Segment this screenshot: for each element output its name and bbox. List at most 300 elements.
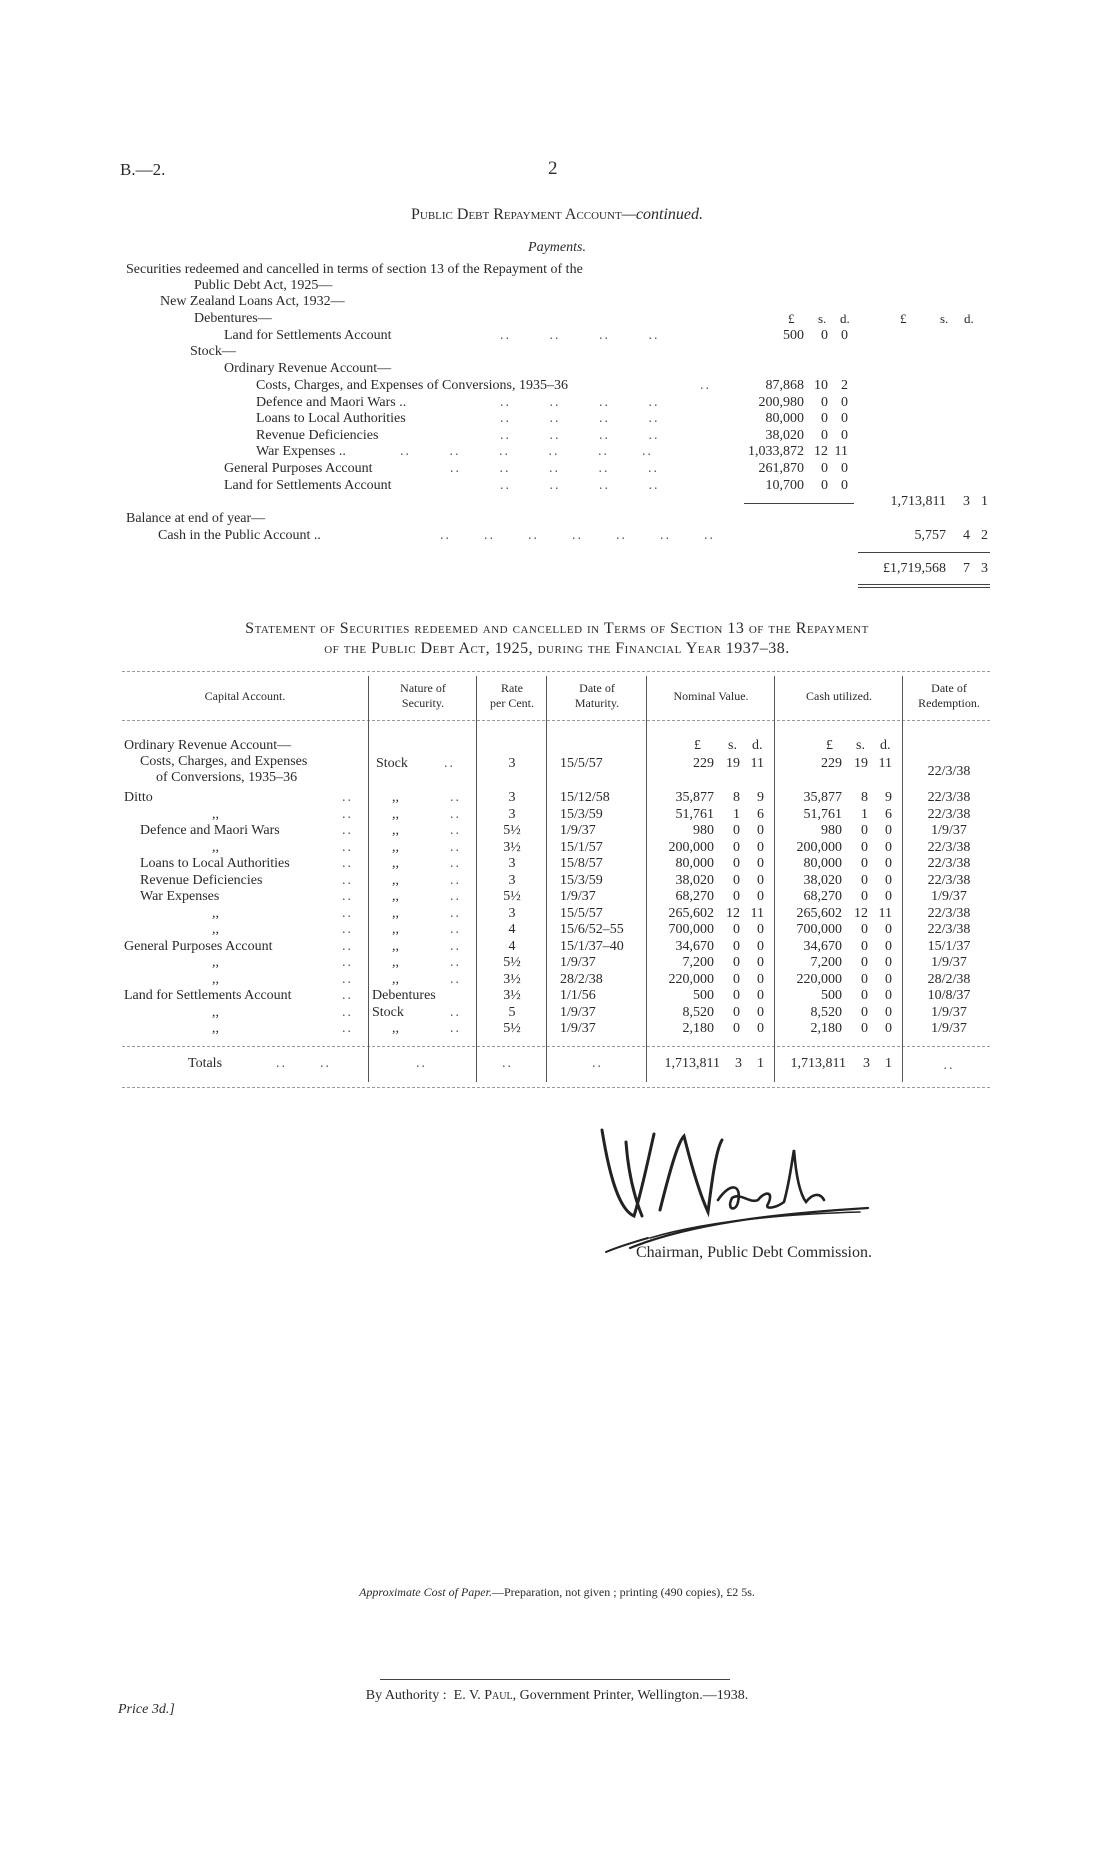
row-cash-d: 0 xyxy=(885,988,892,1003)
row-cash-s: 0 xyxy=(861,1004,868,1020)
ordinary-heading: Ordinary Revenue Account— xyxy=(224,361,392,376)
leader-dots: .. xyxy=(342,1004,353,1020)
table-row xyxy=(0,840,1114,857)
row-nom-pounds: 265,602 xyxy=(668,905,714,921)
statement-title-line-2: of the Public Debt Act, 1925, during the Financial Year 1937–38. xyxy=(324,640,790,657)
row-cash-pounds: 35,877 xyxy=(803,790,842,805)
leader-dots: .. .. .. .. xyxy=(500,395,660,410)
page-number: 2 xyxy=(548,158,558,179)
acct-item-pounds: 80,000 xyxy=(765,411,804,426)
table-row xyxy=(0,823,1114,840)
authority-prefix: By Authority : xyxy=(365,1688,447,1703)
row-label: ,, xyxy=(212,955,219,970)
row-nom-pounds: 220,000 xyxy=(668,971,714,987)
acct-item2-pounds: 261,870 xyxy=(758,461,804,476)
row-cash-d: 6 xyxy=(885,806,892,822)
leader-dots: .. xyxy=(342,856,353,871)
row-redemption: 22/3/38 xyxy=(927,905,971,921)
row-nom-pounds: 200,000 xyxy=(668,839,714,855)
row-redemption: 1/9/37 xyxy=(931,823,967,838)
first-maturity: 15/5/57 xyxy=(560,756,603,771)
row-nom-s: 0 xyxy=(733,872,740,888)
col-s-2: s. xyxy=(940,311,949,326)
total-rule-bottom-1 xyxy=(858,584,990,585)
totals-nom-s: 3 xyxy=(735,1056,742,1071)
row-nom-d: 0 xyxy=(757,938,764,954)
table-row xyxy=(0,906,1114,923)
row-nom-pounds: 700,000 xyxy=(668,922,714,937)
leader-dots: .. xyxy=(450,872,461,888)
acct-item-d: 0 xyxy=(841,395,848,410)
row-nom-s: 0 xyxy=(733,856,740,871)
leader-dots: .. xyxy=(342,823,353,838)
row-rate: 3½ xyxy=(503,971,521,987)
table-row xyxy=(0,1005,1114,1022)
acct-item2-d: 0 xyxy=(841,461,848,476)
row-nom-pounds: 51,761 xyxy=(675,806,714,822)
row-redemption: 22/3/38 xyxy=(927,806,971,822)
signature-title: Chairman, Public Debt Commission. xyxy=(636,1244,872,1261)
table-row xyxy=(0,807,1114,824)
acct-item-d: 11 xyxy=(834,444,848,459)
row-nom-d: 0 xyxy=(757,971,764,987)
leader-dots: .. xyxy=(450,823,461,838)
first-nom-d: 11 xyxy=(750,756,764,771)
row-nom-pounds: 38,020 xyxy=(675,872,714,888)
row-cash-s: 0 xyxy=(861,1021,868,1036)
cash-pounds: 5,757 xyxy=(914,528,946,543)
acct-item-label: War Expenses .. xyxy=(256,444,346,459)
row-nature: ,, xyxy=(392,971,399,987)
row-label: Land for Settlements Account xyxy=(124,988,292,1003)
leader-dots: .. xyxy=(342,905,353,921)
row-maturity: 15/1/37–40 xyxy=(560,938,624,954)
row-label: ,, xyxy=(212,971,219,987)
acct-total-pounds: £1,719,568 xyxy=(883,561,946,576)
leader-dots: .. xyxy=(342,922,353,937)
row-cash-pounds: 34,670 xyxy=(803,938,842,954)
acct-total-s: 7 xyxy=(963,561,970,576)
first-cash-s: 19 xyxy=(854,756,868,771)
row-maturity: 15/3/59 xyxy=(560,806,603,822)
leader-dots: .. xyxy=(444,756,455,771)
row-nom-pounds: 68,270 xyxy=(675,889,714,904)
signature xyxy=(590,1120,890,1260)
acct-item-d: 2 xyxy=(841,378,848,393)
acct-lfs-d: 0 xyxy=(841,328,848,343)
row-nom-s: 8 xyxy=(733,790,740,805)
row-nom-d: 0 xyxy=(757,922,764,937)
header-nature-2: Security. xyxy=(401,696,445,710)
acct-item-pounds: 200,980 xyxy=(758,395,804,410)
row-rate: 3 xyxy=(508,905,516,921)
first-label-line-2: of Conversions, 1935–36 xyxy=(156,770,298,785)
row-cash-d: 0 xyxy=(885,922,892,937)
row-cash-pounds: 200,000 xyxy=(796,839,842,855)
first-cash-pounds: 229 xyxy=(821,756,842,771)
row-nom-d: 0 xyxy=(757,823,764,838)
leader-dots: .. .. xyxy=(276,1056,331,1071)
leader-dots: .. .. .. .. xyxy=(500,411,660,426)
leader-dots: .. xyxy=(450,922,461,937)
account-title xyxy=(0,206,1114,224)
acct-lfs-pounds: 500 xyxy=(783,328,804,343)
row-nature: ,, xyxy=(392,905,399,921)
row-rate: 5½ xyxy=(503,823,521,838)
balance-heading: Balance at end of year— xyxy=(126,511,266,526)
row-label: ,, xyxy=(212,806,219,822)
leader-dots: .. .. .. .. .. .. xyxy=(400,444,653,459)
leader-dots: .. xyxy=(450,955,461,970)
row-nom-s: 0 xyxy=(733,823,740,838)
row-nature: ,, xyxy=(392,823,399,838)
acct-item-pounds: 1,033,872 xyxy=(748,444,804,459)
acct-item-label: Costs, Charges, and Expenses of Conversions, 1935–36 xyxy=(256,378,568,393)
document-reference: B.—2. xyxy=(120,160,166,179)
acct-item-pounds: 38,020 xyxy=(765,428,804,443)
acct-item-s: 10 xyxy=(814,378,828,393)
total-rule-top xyxy=(858,552,990,553)
acct-item-label: Loans to Local Authorities xyxy=(256,411,406,426)
row-label: ,, xyxy=(212,1004,219,1020)
header-redemption-2: Redemption. xyxy=(918,696,980,710)
leader-dots: .. .. .. .. xyxy=(500,428,660,443)
price-note: Price 3d.] xyxy=(118,1702,175,1717)
table-row xyxy=(0,873,1114,890)
table-row xyxy=(0,790,1114,807)
row-maturity: 1/9/37 xyxy=(560,955,596,970)
col-pound-1: £ xyxy=(788,311,795,326)
cost-note xyxy=(0,1585,1114,1600)
acct-item-s: 12 xyxy=(814,444,828,459)
authority-suffix: , Government Printer, Wellington.—1938. xyxy=(512,1688,749,1703)
printer-name: E. V. Paul xyxy=(453,1688,513,1703)
row-nom-pounds: 80,000 xyxy=(675,856,714,871)
total-rule-bottom-2 xyxy=(858,587,990,588)
leader-dots: .. xyxy=(416,1056,427,1071)
row-cash-s: 12 xyxy=(854,905,868,921)
row-cash-d: 0 xyxy=(885,856,892,871)
leader-dots: .. xyxy=(450,806,461,822)
row-cash-d: 0 xyxy=(885,1021,892,1036)
row-rate: 4 xyxy=(508,922,516,937)
row-cash-pounds: 220,000 xyxy=(796,971,842,987)
row-label: Revenue Deficiencies xyxy=(140,872,263,888)
row-redemption: 1/9/37 xyxy=(931,955,967,970)
acct-item2-pounds: 10,700 xyxy=(765,478,804,493)
row-cash-d: 0 xyxy=(885,823,892,838)
row-nom-s: 0 xyxy=(733,938,740,954)
row-label: War Expenses xyxy=(140,889,220,904)
leader-dots: .. xyxy=(450,1021,461,1036)
acct-total-d: 3 xyxy=(981,561,988,576)
row-redemption: 1/9/37 xyxy=(931,1021,967,1036)
table-rule-totals xyxy=(122,1046,990,1047)
row-redemption: 22/3/38 xyxy=(927,856,971,871)
header-cash: Cash utilized. xyxy=(806,689,872,703)
row-redemption: 22/3/38 xyxy=(927,790,971,805)
table-row xyxy=(0,922,1114,939)
cash-d: 2 xyxy=(981,528,988,543)
table-row xyxy=(0,1021,1114,1038)
row-rate: 3 xyxy=(508,856,516,871)
row-cash-d: 0 xyxy=(885,1004,892,1020)
row-label: ,, xyxy=(212,839,219,855)
row-nom-s: 12 xyxy=(726,905,740,921)
row-maturity: 1/9/37 xyxy=(560,823,596,838)
row-nom-d: 0 xyxy=(757,988,764,1003)
acct-item2-label: Land for Settlements Account xyxy=(224,478,392,493)
leader-dots: .. xyxy=(502,1056,513,1071)
row-cash-s: 0 xyxy=(861,856,868,871)
row-cash-pounds: 2,180 xyxy=(810,1021,842,1036)
first-nom-pounds: 229 xyxy=(693,756,714,771)
row-label: Defence and Maori Wars xyxy=(140,823,280,838)
row-cash-s: 0 xyxy=(861,988,868,1003)
row-nom-pounds: 7,200 xyxy=(682,955,714,970)
cash-unit-s: s. xyxy=(856,738,865,753)
row-cash-pounds: 68,270 xyxy=(803,889,842,904)
row-redemption: 28/2/38 xyxy=(927,971,971,987)
header-rate-2: per Cent. xyxy=(490,696,534,710)
leader-dots: .. xyxy=(342,872,353,888)
row-nom-d: 0 xyxy=(757,955,764,970)
acct-lfs-label: Land for Settlements Account xyxy=(224,328,392,343)
acct-item2-label: General Purposes Account xyxy=(224,461,373,476)
totals-redemption: .. xyxy=(943,1058,955,1073)
row-nom-s: 0 xyxy=(733,971,740,987)
nom-unit-d: d. xyxy=(752,738,763,753)
first-label-line-1: Costs, Charges, and Expenses xyxy=(140,754,308,769)
row-cash-d: 0 xyxy=(885,889,892,904)
leader-dots: .. xyxy=(342,790,353,805)
totals-label: Totals xyxy=(188,1056,223,1071)
row-cash-pounds: 80,000 xyxy=(803,856,842,871)
row-cash-pounds: 38,020 xyxy=(803,872,842,888)
row-nom-pounds: 34,670 xyxy=(675,938,714,954)
leader-dots: .. .. .. .. .. .. .. xyxy=(440,528,715,543)
row-label: ,, xyxy=(212,1021,219,1036)
header-maturity-1: Date of xyxy=(579,681,615,695)
row-nom-d: 9 xyxy=(757,790,764,805)
row-nom-d: 0 xyxy=(757,1021,764,1036)
nom-unit-pound: £ xyxy=(694,738,701,753)
account-title-main: Public Debt Repayment Account xyxy=(411,206,622,223)
row-maturity: 28/2/38 xyxy=(560,971,603,987)
acct-subtotal-d: 1 xyxy=(981,494,988,509)
row-label: Loans to Local Authorities xyxy=(140,856,290,871)
col-s-1: s. xyxy=(818,311,827,326)
row-nom-d: 0 xyxy=(757,856,764,871)
row-label: ,, xyxy=(212,922,219,937)
row-nom-pounds: 500 xyxy=(693,988,714,1003)
row-nature: ,, xyxy=(392,922,399,937)
row-cash-pounds: 500 xyxy=(821,988,842,1003)
row-nom-d: 0 xyxy=(757,889,764,904)
acct-item-pounds: 87,868 xyxy=(765,378,804,393)
leader-dots: .. xyxy=(592,1056,603,1071)
leader-dots: .. xyxy=(450,971,461,987)
totals-nom-d: 1 xyxy=(757,1056,764,1071)
acct-item2-s: 0 xyxy=(821,461,828,476)
row-cash-d: 9 xyxy=(885,790,892,805)
table-row xyxy=(0,939,1114,956)
row-label: Ditto xyxy=(124,790,153,805)
row-nom-s: 0 xyxy=(733,889,740,904)
table-row xyxy=(0,889,1114,906)
leader-dots: .. xyxy=(342,1021,353,1036)
row-rate: 3 xyxy=(508,872,516,888)
leader-dots: .. .. .. .. .. xyxy=(450,461,659,476)
acct-item-d: 0 xyxy=(841,411,848,426)
leader-dots: .. xyxy=(342,889,353,904)
leader-dots: .. xyxy=(450,790,461,805)
row-nature: ,, xyxy=(392,856,399,871)
row-nature: Stock xyxy=(372,1004,404,1020)
cash-label: Cash in the Public Account .. xyxy=(158,528,321,543)
cash-unit-pound: £ xyxy=(826,738,833,753)
row-nom-pounds: 2,180 xyxy=(682,1021,714,1036)
acct-item-d: 0 xyxy=(841,428,848,443)
row-maturity: 1/9/37 xyxy=(560,889,596,904)
row-cash-pounds: 7,200 xyxy=(810,955,842,970)
leader-dots: .. xyxy=(342,988,353,1003)
row-maturity: 15/6/52–55 xyxy=(560,922,624,937)
row-rate: 5 xyxy=(508,1004,516,1020)
leader-dots: .. xyxy=(342,839,353,855)
acct-subtotal-pounds: 1,713,811 xyxy=(890,494,946,509)
row-maturity: 15/1/57 xyxy=(560,839,603,855)
header-rate-1: Rate xyxy=(501,681,523,695)
row-rate: 5½ xyxy=(503,955,521,970)
row-redemption: 10/8/37 xyxy=(927,988,971,1003)
leader-dots: .. .. .. .. xyxy=(500,478,660,493)
row-redemption: 1/9/37 xyxy=(931,1004,967,1020)
table-rule-header xyxy=(122,720,990,721)
leader-dots: .. xyxy=(450,839,461,855)
acct-item-label: Defence and Maori Wars .. xyxy=(256,395,407,410)
row-nature: ,, xyxy=(392,955,399,970)
row-cash-pounds: 265,602 xyxy=(796,905,842,921)
nz-loans-heading: New Zealand Loans Act, 1932— xyxy=(160,294,345,309)
row-cash-s: 0 xyxy=(861,839,868,855)
row-nom-d: 11 xyxy=(750,905,764,921)
leader-dots: .. .. .. .. xyxy=(500,328,660,343)
statement-title-line-1: Statement of Securities redeemed and cancelled in Terms of Section 13 of the Repayment xyxy=(245,620,869,637)
leader-dots: .. xyxy=(342,938,353,954)
cost-label: Approximate Cost of Paper. xyxy=(359,1585,492,1599)
acct-item2-s: 0 xyxy=(821,478,828,493)
row-nom-d: 0 xyxy=(757,1004,764,1020)
acct-item-s: 0 xyxy=(821,428,828,443)
acct-item-s: 0 xyxy=(821,411,828,426)
leader-dots: .. xyxy=(450,889,461,904)
account-title-suffix: —continued. xyxy=(621,206,703,223)
row-rate: 3 xyxy=(508,790,516,805)
row-nom-s: 0 xyxy=(733,988,740,1003)
row-rate: 3 xyxy=(508,806,516,822)
cash-s: 4 xyxy=(963,528,970,543)
row-maturity: 1/9/37 xyxy=(560,1004,596,1020)
col-pound-2: £ xyxy=(900,311,907,326)
row-cash-s: 0 xyxy=(861,823,868,838)
authority-rule xyxy=(380,1679,730,1680)
statement-section: Ordinary Revenue Account— xyxy=(124,738,292,753)
totals-cash-pounds: 1,713,811 xyxy=(790,1056,846,1071)
row-rate: 4 xyxy=(508,938,516,954)
row-nature: Debentures xyxy=(372,988,436,1003)
row-nature: ,, xyxy=(392,938,399,954)
header-maturity-2: Maturity. xyxy=(574,696,620,710)
row-maturity: 15/8/57 xyxy=(560,856,603,871)
first-nom-s: 19 xyxy=(726,756,740,771)
row-cash-d: 0 xyxy=(885,872,892,888)
totals-cash-s: 3 xyxy=(863,1056,870,1071)
row-cash-d: 0 xyxy=(885,971,892,987)
row-redemption: 22/3/38 xyxy=(927,839,971,855)
row-cash-pounds: 8,520 xyxy=(810,1004,842,1020)
row-nature: ,, xyxy=(392,889,399,904)
row-nom-d: 0 xyxy=(757,839,764,855)
row-label: General Purposes Account xyxy=(124,938,273,954)
table-row xyxy=(0,856,1114,873)
row-cash-s: 0 xyxy=(861,872,868,888)
row-rate: 5½ xyxy=(503,1021,521,1036)
row-nom-s: 1 xyxy=(733,806,740,822)
row-nom-s: 0 xyxy=(733,922,740,937)
acct-subtotal-s: 3 xyxy=(963,494,970,509)
acct-item-label: Revenue Deficiencies xyxy=(256,428,379,443)
row-nature: ,, xyxy=(392,872,399,888)
row-cash-s: 1 xyxy=(861,806,868,822)
row-cash-d: 0 xyxy=(885,938,892,954)
header-nature-1: Nature of xyxy=(400,681,446,695)
table-rule-top xyxy=(122,671,990,672)
first-cash-d: 11 xyxy=(878,756,892,771)
row-cash-s: 8 xyxy=(861,790,868,805)
row-nom-pounds: 35,877 xyxy=(675,790,714,805)
col-d-2: d. xyxy=(964,311,974,326)
row-label: ,, xyxy=(212,905,219,921)
row-cash-s: 0 xyxy=(861,938,868,954)
col-d-1: d. xyxy=(840,311,850,326)
row-rate: 3½ xyxy=(503,988,521,1003)
row-nom-d: 6 xyxy=(757,806,764,822)
row-cash-s: 0 xyxy=(861,889,868,904)
row-maturity: 15/12/58 xyxy=(560,790,610,805)
row-redemption: 22/3/38 xyxy=(927,922,971,937)
leader-dots: .. xyxy=(342,971,353,987)
header-redemption-1: Date of xyxy=(931,681,967,695)
row-nom-pounds: 8,520 xyxy=(682,1004,714,1020)
row-nom-s: 0 xyxy=(733,1004,740,1020)
row-cash-s: 0 xyxy=(861,955,868,970)
first-nature: Stock xyxy=(376,756,408,771)
row-nom-d: 0 xyxy=(757,872,764,888)
nom-unit-s: s. xyxy=(728,738,737,753)
row-cash-pounds: 700,000 xyxy=(796,922,842,937)
row-nature: ,, xyxy=(392,839,399,855)
row-nature: ,, xyxy=(392,790,399,805)
row-redemption: 1/9/37 xyxy=(931,889,967,904)
debentures-heading: Debentures— xyxy=(194,311,272,326)
cost-text: —Preparation, not given ; printing (490 copies), £2 5s. xyxy=(491,1585,755,1599)
stock-heading: Stock— xyxy=(190,344,236,359)
row-nature: ,, xyxy=(392,806,399,822)
subtotal-rule xyxy=(744,503,854,504)
intro-line-2: Public Debt Act, 1925— xyxy=(194,278,333,293)
first-rate: 3 xyxy=(508,756,516,771)
